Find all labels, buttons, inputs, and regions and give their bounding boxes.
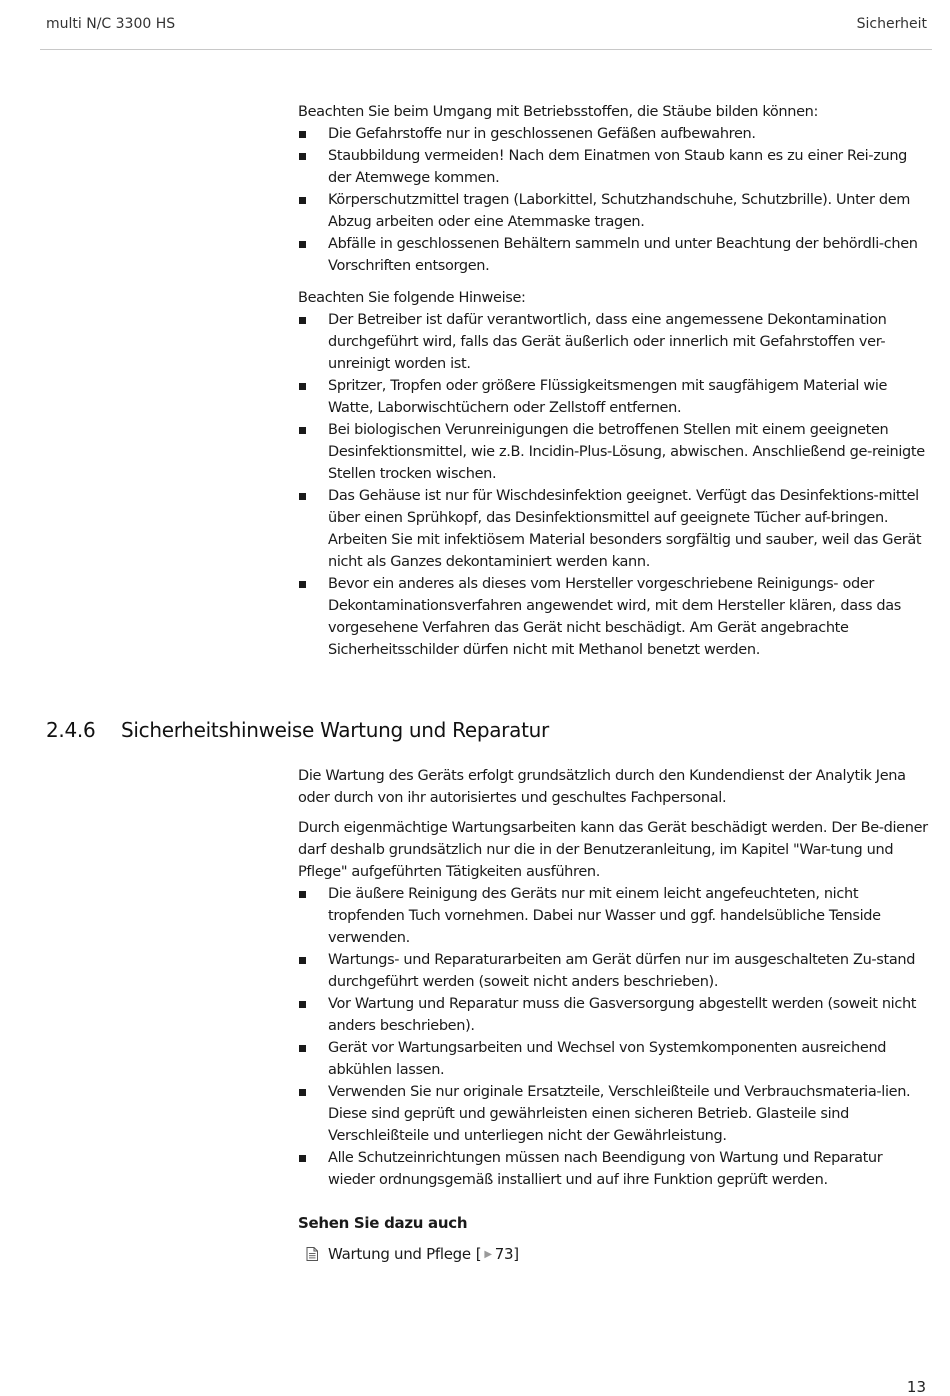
list-item: Körperschutzmittel tragen (Laborkittel, Schutzhandschuhe, Schutzbrille). Unter dem Abzug arbeiten oder eine Atemmaske tragen.	[298, 189, 930, 233]
decontamination-block	[298, 287, 930, 661]
decontamination-list	[298, 309, 930, 661]
list-item: Der Betreiber ist dafür verantwortlich, dass eine angemessene Dekontamination durchgeführt wird, falls das Gerät äußerlich oder innerlich mit Gefahrstoffen ver-unreinigt worden ist.	[298, 309, 930, 375]
bullet-square-icon	[299, 131, 306, 138]
see-also-link[interactable]	[306, 1245, 519, 1263]
decontamination-intro: Beachten Sie folgende Hinweise:	[298, 290, 526, 306]
see-also-link-text[interactable]: Wartung und Pflege	[328, 1245, 471, 1263]
bullet-square-icon	[299, 153, 306, 160]
list-item: Die Gefahrstoffe nur in geschlossenen Gefäßen aufbewahren.	[298, 123, 930, 145]
see-also-title: Sehen Sie dazu auch	[298, 1214, 468, 1232]
list-item: Staubbildung vermeiden! Nach dem Einatmen von Staub kann es zu einer Rei-zung der Atemwege kommen.	[298, 145, 930, 189]
list-item: Die äußere Reinigung des Geräts nur mit einem leicht angefeuchteten, nicht tropfenden Tuch vornehmen. Dabei nur Wasser und ggf. handelsübliche Tenside verwenden.	[298, 883, 930, 949]
bullet-square-icon	[299, 1155, 306, 1162]
list-item-continuation: Arbeiten Sie mit infektiösem Material besonders sorgfältig und sauber, weil das Gerät nicht als Ganzes dekontaminiert werden kann.	[328, 532, 922, 570]
list-item: Gerät vor Wartungsarbeiten und Wechsel von Systemkomponenten ausreichend abkühlen lassen.	[298, 1037, 930, 1081]
header-divider	[40, 49, 932, 50]
list-item: Vor Wartung und Reparatur muss die Gasversorgung abgestellt werden (soweit nicht anders beschrieben).	[298, 993, 930, 1037]
maintenance-list	[298, 883, 930, 1191]
page-ref: 73]	[494, 1245, 519, 1263]
list-item: Bei biologischen Verunreinigungen die betroffenen Stellen mit einem geeigneten Desinfektionsmittel, wie z.B. Incidin-Plus-Lösung, abwischen. Anschließend ge-reinigte Stellen trocken wischen.	[298, 419, 930, 485]
dust-handling-block	[298, 101, 930, 277]
arrow-right-icon: ▶	[484, 1248, 492, 1260]
list-item: Alle Schutzeinrichtungen müssen nach Beendigung von Wartung und Reparatur wieder ordnungsgemäß installiert und auf ihre Funktion geprüft werden.	[298, 1147, 930, 1191]
header-chapter-name: Sicherheit	[856, 16, 927, 32]
page-ref-bracket: [	[475, 1245, 482, 1263]
bullet-square-icon	[299, 383, 306, 390]
list-item: Abfälle in geschlossenen Behältern sammeln und unter Beachtung der behördli-chen Vorschriften entsorgen.	[298, 233, 930, 277]
bullet-square-icon	[299, 317, 306, 324]
bullet-square-icon	[299, 493, 306, 500]
dust-intro: Beachten Sie beim Umgang mit Betriebsstoffen, die Stäube bilden können:	[298, 104, 819, 120]
maintenance-block	[298, 765, 930, 1191]
bullet-square-icon	[299, 1045, 306, 1052]
dust-list	[298, 123, 930, 277]
maintenance-paragraph-2: Durch eigenmächtige Wartungsarbeiten kann das Gerät beschädigt werden. Der Be-diener darf deshalb grundsätzlich nur die in der Benutzeranleitung, im Kapitel "War-tung und Pflege" aufgeführten Tätigkeiten ausführen.	[298, 820, 928, 880]
bullet-square-icon	[299, 241, 306, 248]
list-item: Wartungs- und Reparaturarbeiten am Gerät dürfen nur im ausgeschalteten Zu-stand durchgeführt werden (soweit nicht anders beschrieben).	[298, 949, 930, 993]
bullet-square-icon	[299, 957, 306, 964]
list-item: Bevor ein anderes als dieses vom Hersteller vorgeschriebene Reinigungs- oder Dekontaminationsverfahren angewendet wird, mit dem Hersteller klären, dass das vorgesehene Verfahren das Gerät nicht beschädigt. Am Gerät angebrachte Sicherheitsschilder dürfen nicht mit Methanol benetzt werden.	[298, 573, 930, 661]
bullet-square-icon	[299, 1001, 306, 1008]
section-number: 2.4.6	[46, 718, 96, 742]
list-item: Spritzer, Tropfen oder größere Flüssigkeitsmengen mit saugfähigem Material wie Watte, Laborwischtüchern oder Zellstoff entfernen.	[298, 375, 930, 419]
section-heading	[46, 716, 746, 744]
section-title: Sicherheitshinweise Wartung und Reparatur	[121, 718, 549, 742]
page-number: 13	[906, 1378, 926, 1396]
maintenance-paragraph-1: Die Wartung des Geräts erfolgt grundsätzlich durch den Kundendienst der Analytik Jena oder durch von ihr autorisiertes und geschultes Fachpersonal.	[298, 768, 906, 806]
bullet-square-icon	[299, 581, 306, 588]
list-item: Verwenden Sie nur originale Ersatzteile, Verschleißteile und Verbrauchsmateria-lien. Diese sind geprüft und gewährleisten einen sicheren Betrieb. Glasteile sind Verschleißteile und unterliegen nicht der Gewährleistung.	[298, 1081, 930, 1147]
header-product-name: multi N/C 3300 HS	[46, 16, 176, 32]
bullet-square-icon	[299, 1089, 306, 1096]
bullet-square-icon	[299, 197, 306, 204]
document-icon	[306, 1247, 318, 1261]
bullet-square-icon	[299, 891, 306, 898]
bullet-square-icon	[299, 427, 306, 434]
list-item: Das Gehäuse ist nur für Wischdesinfektion geeignet. Verfügt das Desinfektions-mittel über einen Sprühkopf, das Desinfektionsmittel auf geeignete Tücher auf-bringen. Arbeiten Sie mit infektiösem Material besonders sorgfältig und sauber, weil das Gerät nicht als Ganzes dekontaminiert werden kann.	[298, 485, 930, 573]
